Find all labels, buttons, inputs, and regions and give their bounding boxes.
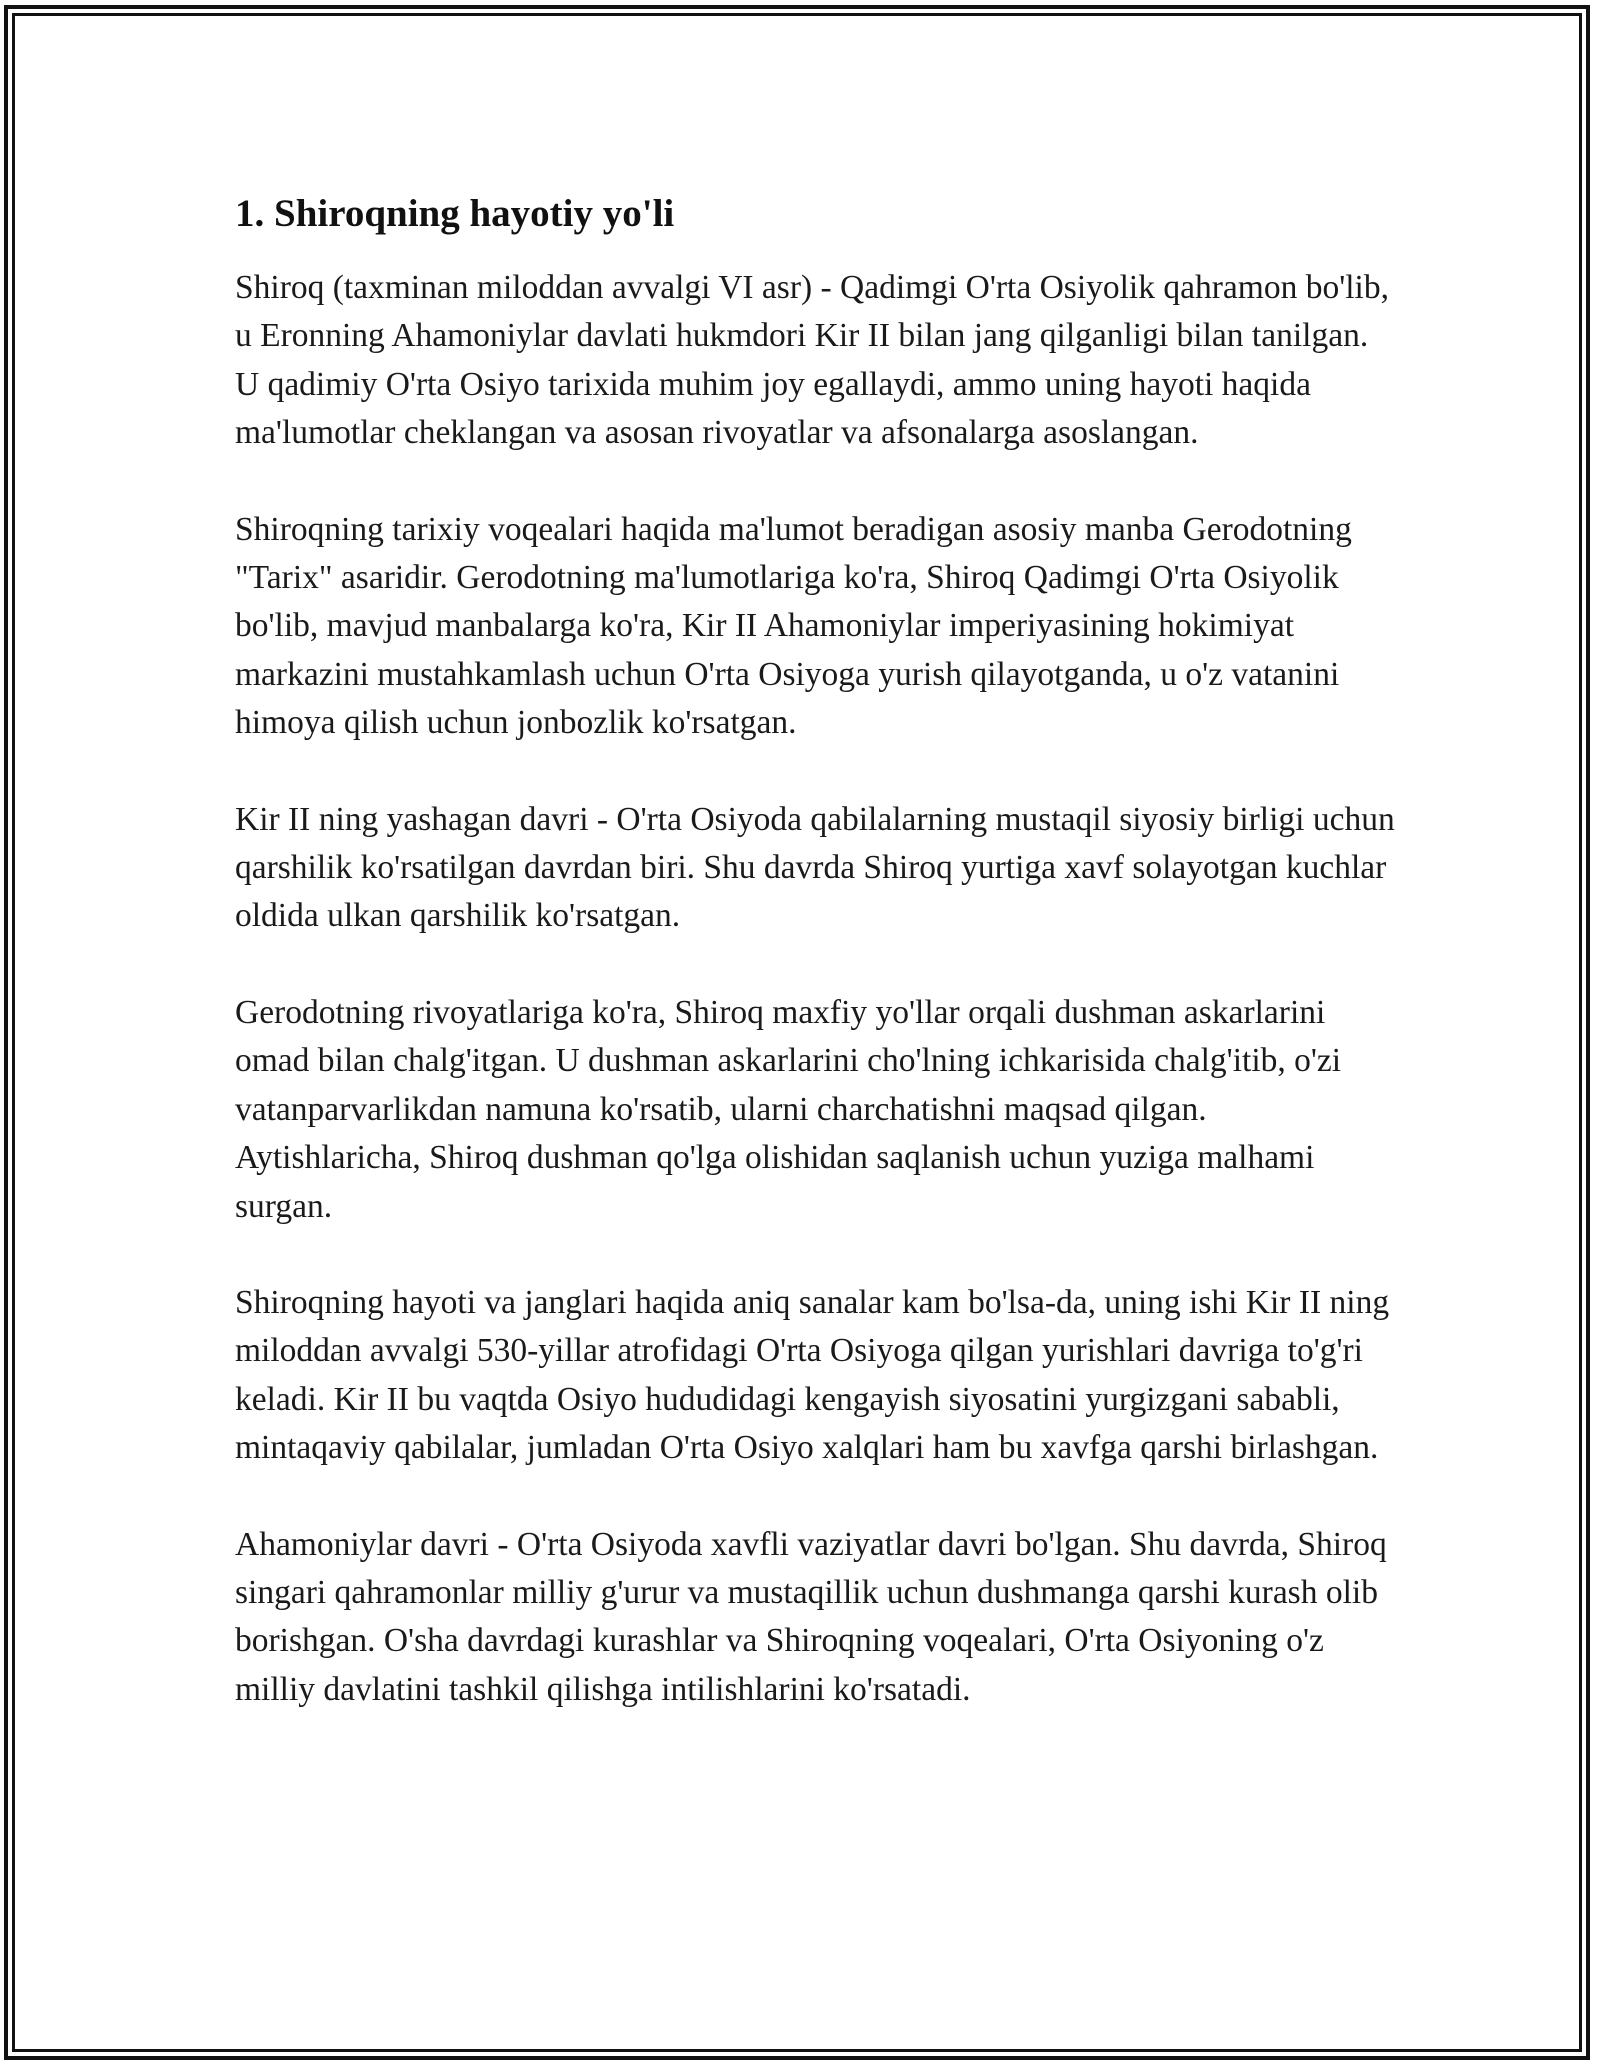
document-body — [235, 186, 1395, 1762]
paragraph-3: Kir II ning yashagan davri - O'rta Osiyoda qabilalarning mustaqil siyosiy birligi uchun qarshilik ko'rsatilgan davrdan biri. Shu davrda Shiroq yurtiga xavf solayotgan kuchlar oldida ulkan qarshilik ko'rsatgan. — [235, 800, 1395, 935]
paragraph-6: Ahamoniylar davri - O'rta Osiyoda xavfli vaziyatlar davri bo'lgan. Shu davrda, Shiroq singari qahramonlar milliy g'urur va mustaqillik uchun dushmanga qarshi kurash olib borishgan. O'sha davrdagi kurashlar va Shiroqning voqealari, O'rta Osiyoning o'z milliy davlatini tashkil qilishga intilishlarini ko'rsatadi. — [235, 1525, 1387, 1708]
paragraph-2: Shiroqning tarixiy voqealari haqida ma'lumot beradigan asosiy manba Gerodotning "Tarix" asaridir. Gerodotning ma'lumotlariga ko'ra, Shiroq Qadimgi O'rta Osiyolik bo'lib, mavjud manbalarga ko'ra, Kir II Ahamoniylar imperiyasining hokimiyat markazini mustahkamlash uchun O'rta Osiyoga yurish qilayotganda, u o'z vatanini himoya qilish uchun jonbozlik ko'rsatgan. — [235, 510, 1352, 742]
paragraph-1: Shiroq (taxminan miloddan avvalgi VI asr) - Qadimgi O'rta Osiyolik qahramon bo'lib, u Eronning Ahamoniylar davlati hukmdori Kir II bilan jang qilganligi bilan tanilgan. U qadimiy O'rta Osiyo tarixida muhim joy egallaydi, ammo uning hayoti haqida ma'lumotlar cheklangan va asosan rivoyatlar va afsonalarga asoslangan. — [235, 269, 1389, 452]
section-heading: 1. Shiroqning hayotiy yo'li — [235, 192, 675, 235]
paragraph-5: Shiroqning hayoti va janglari haqida aniq sanalar kam bo'lsa-da, uning ishi Kir II ning miloddan avvalgi 530-yillar atrofidagi O'rta Osiyoga qilgan yurishlari davriga to'g'ri keladi. Kir II bu vaqtda Osiyo hududidagi kengayish siyosatini yurgizgani sababli, mintaqaviy qabilalar, jumladan O'rta Osiyo xalqlari ham bu xavfga qarshi birlashgan. — [235, 1283, 1390, 1467]
paragraph-4: Gerodotning rivoyatlariga ko'ra, Shiroq maxfiy yo'llar orqali dushman askarlarini omad bilan chalg'itgan. U dushman askarlarini cho'lning ichkarisida chalg'itib, o'zi vatanparvarlikdan namuna ko'rsatib, ularni charchatishni maqsad qilgan. Aytishlaricha, Shiroq dushman qo'lga olishidan saqlanish uchun yuziga malhami surgan. — [235, 993, 1342, 1225]
